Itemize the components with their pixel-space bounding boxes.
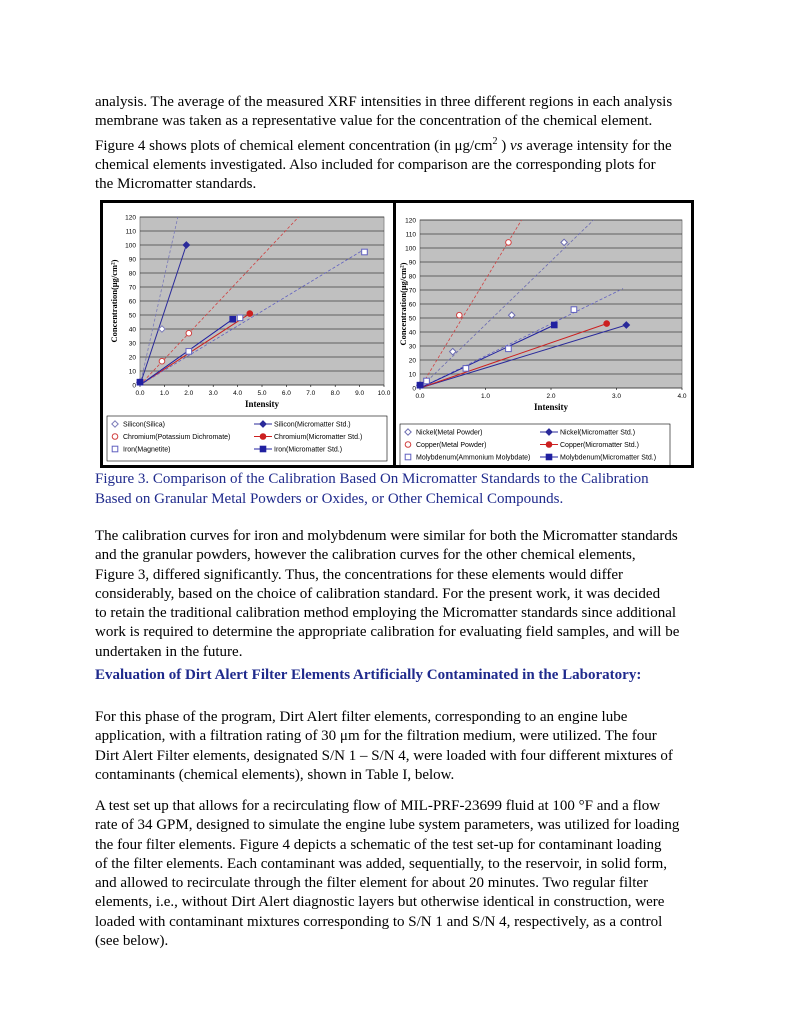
legend-label: Molybdenum(Micromatter Std.)	[560, 454, 657, 462]
data-point-circle	[159, 358, 165, 364]
y-tick-label: 40	[128, 326, 136, 334]
x-axis-title: Intensity	[244, 399, 280, 409]
data-point-square	[112, 446, 118, 452]
data-point-circle	[247, 311, 253, 317]
data-point-circle	[546, 442, 552, 448]
x-tick-label: 3.0	[208, 390, 218, 397]
legend-label: Copper(Metal Powder)	[416, 442, 487, 449]
y-tick-label: 120	[405, 217, 416, 225]
paragraph-calibration	[95, 527, 706, 662]
legend-label: Molybdenum(Ammonium Molybdate)	[416, 454, 531, 462]
y-tick-label: 50	[128, 312, 136, 320]
x-tick-label: 4.0	[677, 393, 687, 400]
y-tick-label: 30	[128, 340, 136, 348]
data-point-square	[260, 446, 266, 452]
calibration-chart-right	[396, 203, 691, 465]
text-span: )	[497, 137, 511, 154]
y-tick-label: 110	[405, 231, 416, 239]
y-tick-label: 120	[125, 214, 136, 222]
y-tick-label: 90	[408, 259, 416, 267]
text-line: contaminants (chemical elements), shown in Table I, below.	[95, 766, 455, 783]
data-point-circle	[457, 312, 463, 318]
data-point-square	[506, 346, 512, 352]
x-axis-title: Intensity	[533, 402, 569, 412]
legend-label: Chromium(Micromatter Std.)	[274, 434, 363, 441]
x-tick-label: 0.0	[135, 390, 145, 397]
y-tick-label: 80	[408, 273, 416, 281]
data-point-square	[405, 454, 411, 460]
y-tick-label: 100	[405, 245, 416, 253]
x-tick-label: 8.0	[330, 390, 340, 397]
data-point-circle	[260, 434, 266, 440]
x-tick-label: 7.0	[306, 390, 316, 397]
legend-label: Chromium(Potassium Dichromate)	[123, 434, 231, 441]
y-tick-label: 30	[408, 343, 416, 351]
text-line: considerably, based on the choice of calibration standard. For the present work, it was decided	[95, 585, 661, 602]
data-point-square	[237, 315, 243, 321]
y-tick-label: 50	[408, 315, 416, 323]
x-tick-label: 2.0	[184, 390, 194, 397]
legend-label: Iron(Magnetite)	[123, 446, 171, 454]
x-tick-label: 5.0	[257, 390, 267, 397]
paragraph-program-phase	[95, 708, 706, 785]
text-line: of the filter elements. Each contaminant was added, sequentially, to the reservoir, in solid form,	[95, 855, 667, 872]
text-line: A test set up that allows for a recirculating flow of MIL-PRF-23699 fluid at 100 °F and a flow	[95, 798, 661, 814]
text-line: chemical elements investigated. Also included for comparison are the corresponding plots for	[95, 156, 656, 173]
text-line: loaded with contaminant mixtures corresponding to S/N 1 and S/N 4, respectively, as a control	[95, 913, 663, 930]
data-point-square	[186, 349, 192, 355]
text-line: (see below).	[95, 933, 169, 950]
data-point-square	[417, 382, 423, 388]
y-tick-label: 40	[408, 329, 416, 337]
y-axis-title: Concentration(μg/cm²)	[398, 262, 408, 346]
text-span: Figure 4 shows plots of chemical element concentration (in μg/cm	[95, 137, 493, 154]
y-tick-label: 10	[408, 371, 416, 379]
data-point-square	[463, 366, 469, 372]
y-tick-label: 0	[132, 382, 136, 390]
paragraph-test-setup	[95, 797, 706, 951]
figure-3	[100, 200, 694, 468]
data-point-square	[551, 322, 557, 328]
y-tick-label: 110	[125, 228, 136, 236]
legend-label: Silicon(Silica)	[123, 421, 166, 429]
text-line: analysis. The average of the measured XRF intensities in three different regions in each analysis	[95, 94, 673, 110]
data-point-square	[546, 454, 552, 460]
y-tick-label: 100	[125, 242, 136, 250]
text-line: the four filter elements. Figure 4 depicts a schematic of the test set-up for contaminant loading	[95, 836, 662, 853]
text-line: elements, i.e., without Dirt Alert diagnostic layers but otherwise identical in construction, were	[95, 894, 665, 911]
text-span: average intensity for the	[522, 137, 672, 154]
data-point-square	[362, 249, 368, 255]
y-tick-label: 20	[128, 354, 136, 362]
legend-label: Nickel(Metal Powder)	[416, 429, 483, 437]
figure-caption	[95, 470, 706, 509]
data-point-circle	[506, 240, 512, 246]
x-tick-label: 1.0	[480, 393, 491, 400]
italic-vs: vs	[510, 137, 523, 154]
x-tick-label: 1.0	[159, 390, 169, 397]
y-tick-label: 10	[128, 368, 136, 376]
text-line: application, with a filtration rating of 30 μm for the filtration medium, were utilized. The four	[95, 728, 657, 745]
section-heading: Evaluation of Dirt Alert Filter Elements Artificially Contaminated in the Laboratory:	[95, 667, 642, 683]
text-line: rate of 34 GPM, designed to simulate the engine lube system parameters, was utilized for loading	[95, 817, 680, 834]
text-line: Figure 3, differed significantly. Thus, the concentrations for these elements would differ	[95, 566, 624, 583]
x-tick-label: 4.0	[233, 390, 243, 397]
text-line: The calibration curves for iron and molybdenum were similar for both the Micromatter standards	[95, 528, 678, 544]
data-point-square	[571, 307, 577, 313]
superscript: 2	[492, 135, 498, 147]
text-line	[95, 132, 706, 156]
legend-label: Copper(Micromatter Std.)	[560, 442, 639, 449]
data-point-circle	[112, 434, 118, 440]
x-tick-label: 6.0	[281, 390, 291, 397]
legend-label: Iron(Micromatter Std.)	[274, 446, 343, 454]
calibration-chart-left	[103, 203, 393, 465]
y-tick-label: 80	[128, 270, 136, 278]
data-point-circle	[405, 442, 411, 448]
paragraph-intro	[95, 93, 706, 194]
chart-panel-right	[396, 203, 691, 465]
legend-label: Nickel(Micromatter Std.)	[560, 429, 636, 437]
caption-line: Based on Granular Metal Powders or Oxides, or Other Chemical Compounds.	[95, 490, 564, 507]
y-axis-title: Concentration(μg/cm²)	[109, 259, 119, 343]
legend-label: Silicon(Micromatter Std.)	[274, 421, 351, 429]
data-point-square	[230, 316, 236, 322]
data-point-square	[424, 378, 430, 384]
x-tick-label: 10.0	[377, 390, 391, 397]
y-tick-label: 20	[408, 357, 416, 365]
x-tick-label: 0.0	[415, 393, 425, 400]
y-tick-label: 60	[408, 301, 416, 309]
x-tick-label: 3.0	[611, 393, 622, 400]
x-tick-label: 9.0	[355, 390, 365, 397]
y-tick-label: 70	[408, 287, 416, 295]
text-line: For this phase of the program, Dirt Alert filter elements, corresponding to an engine lube	[95, 709, 628, 725]
text-line: work is required to determine the appropriate calibration for evaluating field samples, and will be	[95, 624, 680, 641]
text-line: and allowed to recirculate through the filter element for about 20 minutes. Two regular filter	[95, 875, 649, 892]
data-point-circle	[604, 321, 610, 327]
chart-panel-left	[103, 203, 393, 465]
x-tick-label: 2.0	[546, 393, 556, 400]
y-tick-label: 70	[128, 284, 136, 292]
text-line: to retain the traditional calibration method employing the Micromatter standards since additional	[95, 605, 677, 622]
data-point-circle	[186, 330, 192, 336]
y-tick-label: 60	[128, 298, 136, 306]
y-tick-label: 90	[128, 256, 136, 264]
caption-line: Figure 3. Comparison of the Calibration Based On Micromatter Standards to the Calibration	[95, 471, 649, 487]
text-line: membrane was taken as a representative value for the concentration of the chemical element.	[95, 113, 653, 130]
y-tick-label: 0	[412, 385, 416, 393]
text-line: the Micromatter standards.	[95, 176, 257, 193]
text-line: and the granular powders, however the calibration curves for the other chemical elements,	[95, 547, 636, 564]
text-line: Dirt Alert Filter elements, designated S/N 1 – S/N 4, were loaded with four different mixtures of	[95, 747, 673, 764]
text-line: undertaken in the future.	[95, 643, 243, 660]
data-point-square	[137, 379, 143, 385]
